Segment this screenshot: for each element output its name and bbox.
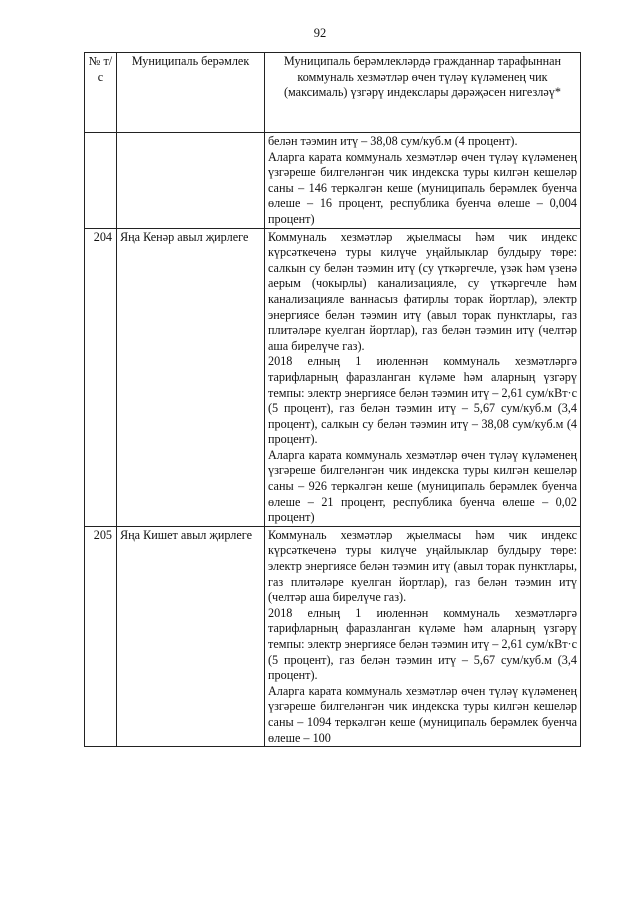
table-header-row [85, 53, 581, 133]
basis-paragraph: 2018 елның 1 июленнән коммуналь хезмәтләргә тарифларның фаразланган күләме һәм аларның үзгәрү темпы: электр энергиясе белән тәэмин итү – 2,61 сум/кВт·с (5 процент), газ белән тәэмин итү – 5,67 сум/куб.м (3,4 процент), салкын су белән тәэмин итү – 38,08 сум/куб.м (4 процент). [268, 354, 577, 447]
cell-number [85, 133, 117, 229]
cell-number: 204 [85, 228, 117, 526]
cell-basis [265, 133, 581, 229]
cell-basis [265, 228, 581, 526]
table-row [85, 228, 581, 526]
tariff-index-table [84, 52, 581, 747]
cell-number: 205 [85, 526, 117, 746]
basis-paragraph: Аларга карата коммуналь хезмәтләр өчен түләү күләменең үзгәреше билгеләнгән чик индекска туры килгән кешеләр саны – 1094 теркәлгән кеше (муниципаль берәмлек буенча өлеше – 100 [268, 683, 577, 745]
header-municipality: Муниципаль берәмлек [117, 53, 265, 133]
cell-basis [265, 526, 581, 746]
basis-paragraph: Аларга карата коммуналь хезмәтләр өчен түләү күләменең үзгәреше билгеләнгән чик индекска туры килгән кешеләр саны – 926 теркәлгән кеше (муниципаль берәмлек буенча өлеше – 21 процент, республика буенча өлеше – 0,02 процент) [268, 447, 577, 525]
basis-paragraph: Коммуналь хезмәтләр җыелмасы һәм чик индекс күрсәткеченә туры килүче уңайлыклар булдыру төре: электр энергиясе белән тәэмин итү (авыл торак пунктлары, газ плитәләре куелган йортлар), газ белән тәэмин итү (челтәр аша бирелүче газ). [268, 527, 577, 605]
cell-municipality: Яңа Кенәр авыл җирлеге [117, 228, 265, 526]
header-basis: Муниципаль берәмлекләрдә гражданнар тарафыннан коммуналь хезмәтләр өчен түләү күләменең чик (максималь) үзгәрү индекслары дәрәҗәсен нигезләү* [265, 53, 581, 133]
header-number: № т/с [85, 53, 117, 133]
cell-municipality [117, 133, 265, 229]
basis-paragraph: белән тәэмин итү – 38,08 сум/куб.м (4 процент). [268, 134, 518, 148]
basis-paragraph: 2018 елның 1 июленнән коммуналь хезмәтләргә тарифларның фаразланган күләме һәм аларның үзгәрү темпы: электр энергиясе белән тәэмин итү – 2,61 сум/кВт·с (5 процент), газ белән тәэмин итү – 5,67 сум/куб.м (3,4 процент). [268, 605, 577, 683]
page-number: 92 [313, 26, 327, 40]
basis-paragraph: Аларга карата коммуналь хезмәтләр өчен түләү күләменең үзгәреше билгеләнгән чик индекска туры килгән кешеләр саны – 146 теркәлгән кеше (муниципаль берәмлек буенча өлеше – 16 процент, республика буенча өлеше – 0,004 процент) [268, 149, 577, 226]
basis-paragraph: Коммуналь хезмәтләр җыелмасы һәм чик индекс күрсәткеченә туры килүче уңайлыклар булдыру төре: салкын су белән тәэмин итү (су үткәргечле, үзәк һәм үзенә аерым (чокырлы) канализацияле, су үткәргечле һәм канализацияле ваннасыз фатирлы торак йортлар), электр энергиясе белән тәэмин итү (авыл торак пунктлары, газ плитәләре куелган йортлар), газ белән тәэмин итү (челтәр аша бирелүче газ). [268, 229, 577, 353]
table-row-continuation [85, 133, 581, 229]
table-row [85, 526, 581, 746]
cell-municipality: Яңа Кишет авыл җирлеге [117, 526, 265, 746]
